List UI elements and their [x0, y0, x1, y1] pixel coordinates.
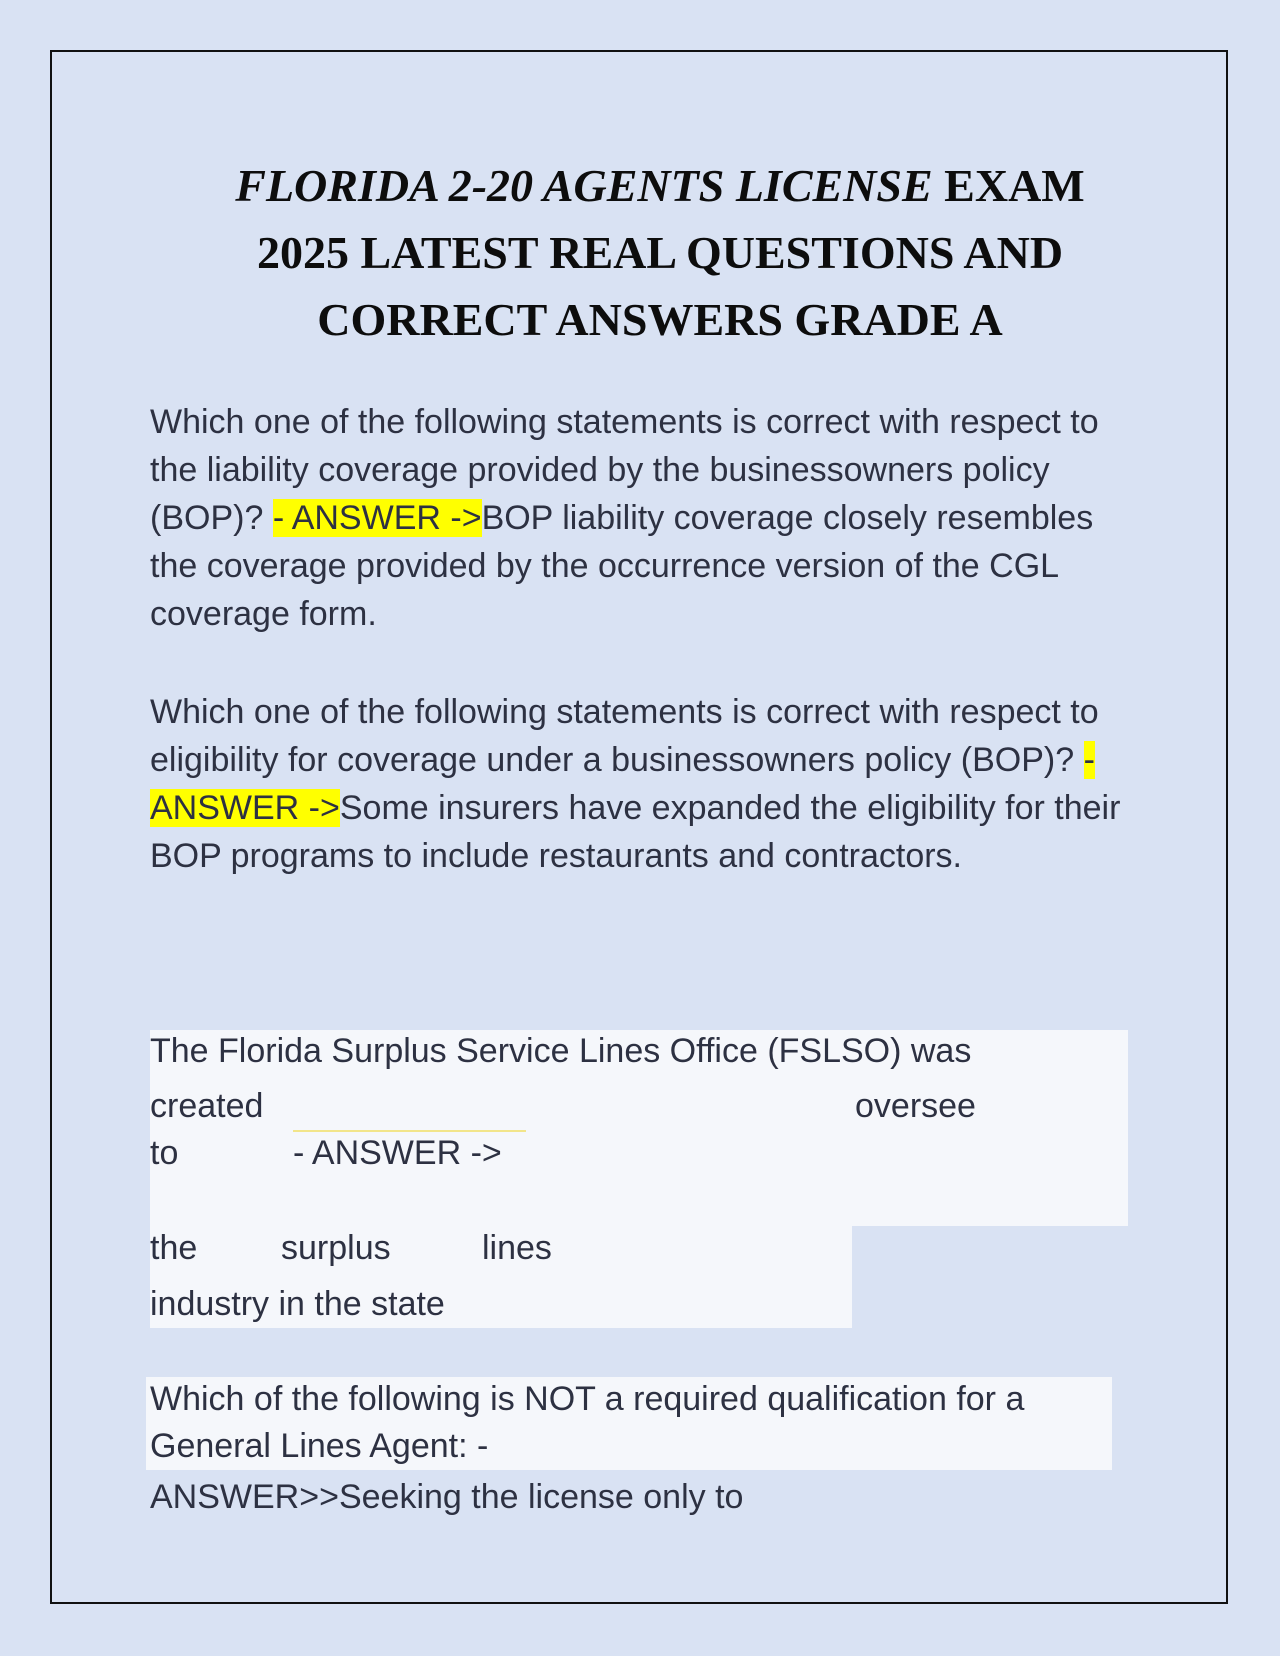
question-text: Which one of the following statements is correct with respect to eligibility for coverage under a businessowners policy (BOP)? [150, 693, 1099, 779]
fslso-line-end: industry in the state [150, 1285, 445, 1323]
fslso-word-surplus: surplus [281, 1229, 391, 1267]
fslso-line1: The Florida Surplus Service Lines Office (FSLSO) was [150, 1032, 972, 1070]
answer-text: Some insurers have expanded the eligibility for their BOP programs to include restaurants and contractors. [150, 789, 1121, 875]
qa-item-1 [150, 398, 1130, 638]
title-italic-part: FLORIDA 2-20 AGENTS LICENSE [235, 160, 933, 211]
fslso-answer-marker: - ANSWER -> [293, 1134, 502, 1172]
fslso-word-lines: lines [482, 1229, 552, 1267]
fslso-word-the: the [150, 1229, 198, 1267]
gla-answer-line: ANSWER>>Seeking the license only to [150, 1478, 744, 1516]
gla-question-line2: General Lines Agent: - [150, 1427, 489, 1465]
fslso-word-to: to [150, 1134, 179, 1172]
title-line3: CORRECT ANSWERS GRADE A [317, 294, 1003, 345]
gla-question-line1: Which of the following is NOT a required qualification for a [150, 1380, 1025, 1418]
fslso-word-created: created [150, 1087, 264, 1125]
answer-marker: - ANSWER -> [150, 741, 1095, 827]
fill-in-blank-line [293, 1130, 526, 1132]
qa-item-2 [150, 688, 1130, 880]
document-title [150, 152, 1170, 353]
title-line1-rest: EXAM [932, 160, 1085, 211]
answer-marker: - ANSWER -> [272, 499, 482, 537]
fslso-word-oversee: oversee [855, 1087, 976, 1125]
question-text: Which one of the following statements is correct with respect to the liability coverage provided by the businessowners policy (BOP)? [150, 403, 1099, 537]
answer-text: BOP liability coverage closely resembles the coverage provided by the occurrence version of the CGL coverage form. [150, 499, 1094, 633]
title-line2: 2025 LATEST REAL QUESTIONS AND [256, 227, 1064, 278]
